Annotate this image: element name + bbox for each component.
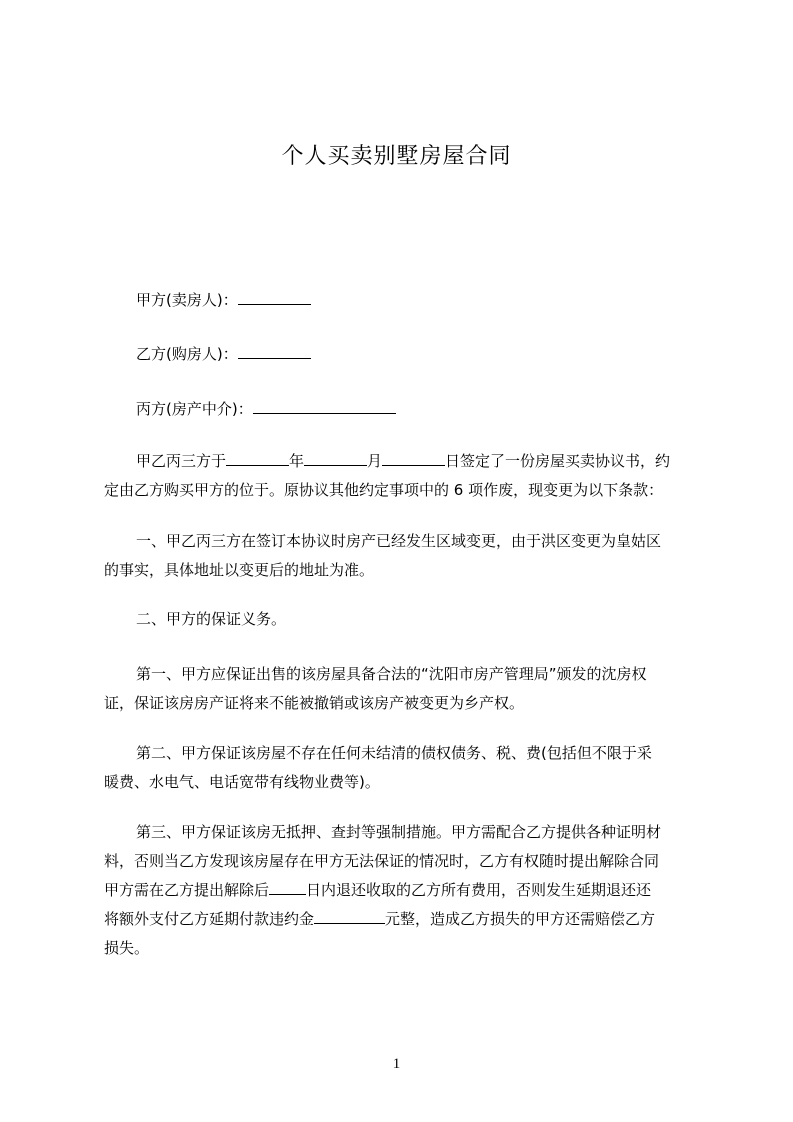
party-a-blank [238, 290, 311, 305]
intro-paragraph: 甲乙丙三方于 年 月 日签定了一份房屋买卖协议书，约 定由乙方购买甲方的位于。原协议其他约定事项中的 6 项作废，现变更为以下条款： [104, 452, 671, 499]
party-a-line [104, 286, 704, 315]
party-c-line [104, 395, 704, 424]
date-month-blank [304, 451, 367, 466]
clause-2-item-3: 第三、甲方保证该房无抵押、查封等强制措施。甲方需配合乙方提供各种证明材 料，否则当乙方发现该房屋存在甲方无法保证的情况时，乙方有权随时提出解除合同 甲方需在乙方提出解除后 日内退还收取的乙方所有费用，否则发生延期退还还 将额外支付乙方延期付款违约金 元整，造成乙方损失的甲方还需赔偿乙方 损失。 [104, 823, 662, 957]
party-b-line [104, 340, 704, 369]
clause-1: 一、甲乙丙三方在签订本协议时房产已经发生区域变更，由于洪区变更为皇姑区 的事实，具体地址以变更后的地址为准。 [104, 532, 662, 579]
clause-2-heading: 二、甲方的保证义务。 [136, 610, 287, 628]
date-year-blank [226, 451, 289, 466]
penalty-amount-blank [314, 909, 385, 924]
party-a-label: 甲方(卖房人)： [136, 291, 238, 309]
clause-2-item-2: 第二、甲方保证该房屋不存在任何未结清的债权债务、税、费(包括但不限于采 暖费、水电气、电话宽带有线物业费等)。 [104, 744, 652, 791]
refund-days-blank [269, 880, 306, 895]
party-b-blank [238, 344, 311, 359]
party-c-blank [253, 399, 396, 414]
clause-2-item-1: 第一、甲方应保证出售的该房屋具备合法的“沈阳市房产管理局”颁发的沈房权 证，保证该房房产证将来不能被撤销或该房产被变更为乡产权。 [104, 665, 647, 712]
party-b-label: 乙方(购房人)： [136, 345, 238, 363]
document-title: 个人买卖别墅房屋合同 [281, 144, 512, 169]
page-number: 1 [392, 1056, 401, 1072]
date-day-blank [382, 451, 445, 466]
party-c-label: 丙方(房产中介)： [136, 400, 253, 418]
